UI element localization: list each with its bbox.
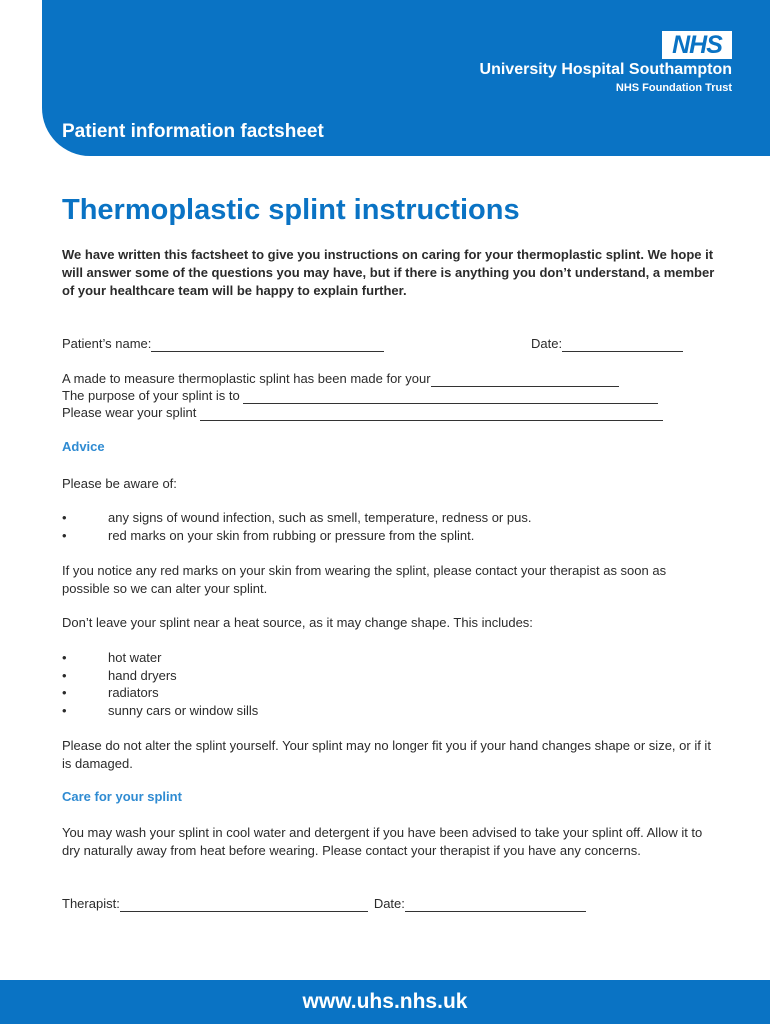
care-text: You may wash your splint in cool water and detergent if you have been advised to take your splint off. Allow it to dry naturally away from heat before wearing. Please contact your therapist if you have any concerns. bbox=[62, 825, 703, 858]
made-for-field[interactable] bbox=[431, 372, 619, 387]
list-item: • hand dryers bbox=[62, 667, 177, 683]
bullet-icon: • bbox=[62, 527, 67, 543]
therapist-date-field[interactable] bbox=[405, 897, 586, 912]
purpose-label: The purpose of your splint is to bbox=[62, 388, 240, 403]
care-heading: Care for your splint bbox=[62, 789, 182, 804]
bullet-icon: • bbox=[62, 510, 67, 525]
therapist-field[interactable] bbox=[120, 897, 368, 912]
list-item: • red marks on your skin from rubbing or pressure from the splint. bbox=[62, 527, 475, 543]
red-marks-text: If you notice any red marks on your skin from wearing the splint, please contact your therapist as soon as possible so we can alter your splint. bbox=[62, 563, 667, 596]
nhs-logo: NHS bbox=[662, 31, 732, 59]
bullet-icon: • bbox=[62, 702, 67, 718]
therapist-row bbox=[62, 895, 586, 912]
patient-name-label: Patient’s name: bbox=[62, 336, 152, 351]
heat-list bbox=[62, 649, 258, 719]
made-for-row bbox=[62, 370, 619, 387]
therapist-date-label: Date: bbox=[373, 896, 405, 911]
bullet-icon: • bbox=[62, 685, 67, 700]
date-label: Date: bbox=[531, 336, 563, 351]
footer-band bbox=[0, 980, 770, 1024]
list-item: • radiators bbox=[62, 685, 159, 700]
aware-list bbox=[62, 509, 531, 544]
org-name: University Hospital Southampton bbox=[479, 61, 732, 78]
org-subtitle: NHS Foundation Trust bbox=[615, 82, 732, 94]
date-row bbox=[531, 335, 683, 352]
header-label: Patient information factsheet bbox=[62, 121, 324, 142]
wear-label: Please wear your splint bbox=[62, 405, 197, 420]
page-title: Thermoplastic splint instructions bbox=[62, 194, 520, 226]
list-item: • any signs of wound infection, such as smell, temperature, redness or pus. bbox=[62, 510, 532, 525]
footer-url[interactable]: www.uhs.nhs.uk bbox=[302, 990, 468, 1013]
bullet-icon: • bbox=[62, 650, 67, 665]
wear-row bbox=[62, 404, 663, 421]
header-band bbox=[42, 0, 770, 156]
made-for-label: A made to measure thermoplastic splint has been made for your bbox=[62, 371, 431, 386]
alter-text: Please do not alter the splint yourself. Your splint may no longer fit you if your hand changes shape or size, or if it is damaged. bbox=[62, 738, 711, 771]
wear-field[interactable] bbox=[200, 406, 663, 421]
list-item: • sunny cars or window sills bbox=[62, 702, 259, 718]
purpose-row bbox=[62, 387, 658, 404]
patient-name-field[interactable] bbox=[151, 337, 384, 352]
intro-text: We have written this factsheet to give you instructions on caring for your thermoplastic splint. We hope it will answer some of the questions you may have, but if there is anything you don’t understand, a member of your healthcare team will be happy to explain further. bbox=[62, 247, 715, 298]
therapist-label: Therapist: bbox=[62, 896, 120, 911]
bullet-icon: • bbox=[62, 667, 67, 683]
heat-text: Don’t leave your splint near a heat source, as it may change shape. This includes: bbox=[62, 615, 533, 630]
purpose-field[interactable] bbox=[243, 389, 658, 404]
date-field[interactable] bbox=[562, 337, 683, 352]
list-item: • hot water bbox=[62, 650, 162, 665]
patient-name-row bbox=[62, 335, 384, 352]
advice-heading: Advice bbox=[62, 439, 105, 454]
aware-text: Please be aware of: bbox=[62, 476, 177, 491]
